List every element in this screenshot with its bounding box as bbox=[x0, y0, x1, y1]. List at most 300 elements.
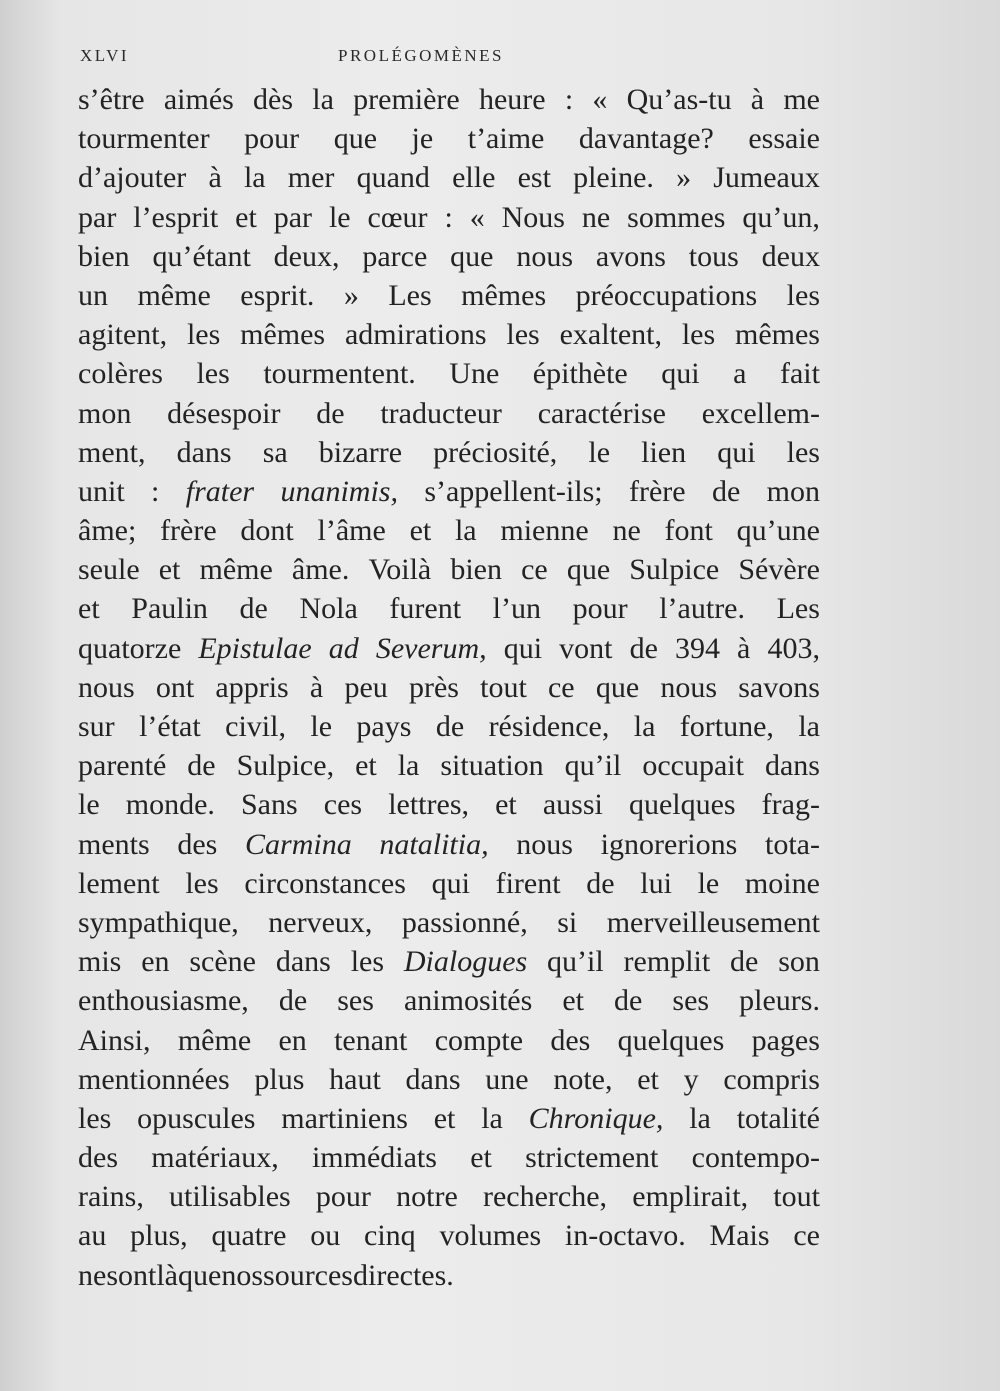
word-text: mis bbox=[78, 945, 122, 979]
word bbox=[562, 981, 584, 1020]
italic-text: Chronique, bbox=[528, 1101, 664, 1135]
word-text: Sévère bbox=[738, 553, 820, 587]
word bbox=[738, 668, 820, 707]
word-text: emplirait, bbox=[632, 1180, 749, 1214]
word bbox=[713, 158, 820, 197]
word bbox=[344, 668, 387, 707]
word-text: frère bbox=[160, 514, 217, 548]
word bbox=[312, 80, 334, 119]
word-text: Sulpice, bbox=[236, 749, 335, 783]
word-text: une bbox=[485, 1062, 529, 1096]
word bbox=[773, 1177, 820, 1216]
word bbox=[254, 1060, 304, 1099]
word-text: Sulpice bbox=[629, 553, 720, 587]
word bbox=[601, 825, 738, 864]
word bbox=[225, 707, 286, 746]
word-text: civil, bbox=[225, 710, 286, 743]
word-text: cinq bbox=[364, 1219, 416, 1253]
word-text: et bbox=[470, 1141, 492, 1175]
text-line bbox=[78, 825, 820, 864]
word-text: ne bbox=[581, 200, 611, 234]
word bbox=[424, 472, 602, 511]
word-text: à bbox=[309, 670, 324, 704]
word bbox=[682, 315, 715, 354]
word-text: je bbox=[411, 122, 434, 156]
word-text: tout bbox=[773, 1180, 820, 1214]
word-text: les bbox=[786, 435, 820, 469]
word-text: à bbox=[750, 83, 765, 116]
word bbox=[274, 237, 340, 276]
word-text: que bbox=[450, 239, 494, 273]
body-paragraph bbox=[78, 80, 820, 1295]
word bbox=[632, 1177, 748, 1216]
word bbox=[550, 1021, 590, 1060]
word-text: et bbox=[433, 1101, 456, 1135]
word bbox=[78, 785, 100, 824]
word-text: a bbox=[733, 357, 747, 391]
word-text: : bbox=[151, 474, 160, 508]
word bbox=[156, 668, 194, 707]
word bbox=[279, 981, 307, 1020]
word bbox=[495, 785, 517, 824]
word-text: tourmenter bbox=[78, 122, 210, 156]
word-text: ses bbox=[672, 984, 710, 1018]
word-text: dès bbox=[253, 83, 294, 116]
word bbox=[618, 1021, 725, 1060]
text-line bbox=[78, 198, 820, 237]
word bbox=[221, 1256, 263, 1295]
word-text: unit bbox=[78, 474, 125, 508]
word-text: aussi bbox=[542, 788, 603, 822]
word bbox=[211, 1216, 286, 1255]
word bbox=[567, 550, 610, 589]
word-text: l’un bbox=[492, 592, 541, 626]
word-text: à bbox=[737, 631, 751, 665]
word bbox=[483, 1177, 607, 1216]
word-text: recherche, bbox=[483, 1180, 608, 1214]
word bbox=[435, 1021, 523, 1060]
text-line bbox=[78, 1099, 820, 1138]
word bbox=[493, 589, 541, 628]
word-text: dans bbox=[176, 435, 232, 469]
text-line bbox=[78, 903, 820, 942]
word-text: deux, bbox=[273, 239, 340, 273]
word-text: ces bbox=[323, 788, 363, 822]
word-text: notre bbox=[396, 1180, 458, 1214]
word bbox=[185, 864, 218, 903]
word-text: lement bbox=[78, 866, 160, 900]
word bbox=[78, 1216, 106, 1255]
word bbox=[737, 629, 750, 668]
word-text: et bbox=[495, 788, 517, 822]
word-text: les bbox=[350, 945, 385, 979]
word-text: animosités bbox=[403, 984, 533, 1018]
word bbox=[592, 80, 607, 119]
word-text: près bbox=[408, 670, 459, 704]
word-text: immédiats bbox=[311, 1141, 437, 1175]
word bbox=[263, 354, 415, 393]
word-text: que bbox=[333, 122, 378, 156]
word-text: s’appellent-ils; bbox=[424, 474, 603, 508]
word bbox=[78, 550, 140, 589]
word bbox=[153, 237, 251, 276]
word bbox=[244, 158, 266, 197]
word bbox=[78, 315, 167, 354]
word bbox=[319, 433, 402, 472]
word bbox=[730, 942, 758, 981]
word-text: l’âme bbox=[317, 514, 386, 548]
word bbox=[186, 472, 254, 511]
word-text: la bbox=[689, 1101, 711, 1135]
word-text: firent bbox=[495, 866, 561, 900]
word bbox=[299, 589, 357, 628]
word bbox=[368, 550, 431, 589]
word bbox=[329, 198, 351, 237]
word bbox=[78, 746, 166, 785]
word bbox=[710, 1216, 770, 1255]
word bbox=[712, 472, 740, 511]
text-line bbox=[78, 1216, 820, 1255]
word bbox=[137, 1099, 255, 1138]
word-text: matériaux, bbox=[151, 1141, 279, 1175]
word-text: de bbox=[316, 396, 345, 430]
word bbox=[676, 158, 691, 197]
word bbox=[586, 864, 614, 903]
word bbox=[634, 707, 656, 746]
word-text: fortune, bbox=[679, 710, 774, 743]
word-text: sa bbox=[262, 435, 288, 469]
italic-text: ad bbox=[328, 631, 359, 665]
word bbox=[310, 1216, 340, 1255]
word-text: nous bbox=[660, 670, 718, 704]
word bbox=[660, 668, 717, 707]
word bbox=[433, 433, 557, 472]
word bbox=[78, 158, 186, 197]
word bbox=[412, 119, 434, 158]
word-text: préciosité, bbox=[433, 435, 558, 469]
word bbox=[733, 354, 746, 393]
word bbox=[78, 1060, 230, 1099]
word bbox=[78, 237, 130, 276]
word bbox=[739, 981, 820, 1020]
text-line bbox=[78, 550, 820, 589]
word-text: pays bbox=[356, 710, 412, 743]
word-text: fait bbox=[779, 357, 820, 391]
word bbox=[738, 550, 820, 589]
word bbox=[659, 589, 745, 628]
word-text: tous bbox=[688, 239, 739, 273]
word-text: merveilleusement bbox=[606, 905, 820, 939]
word-text: au bbox=[78, 1219, 107, 1253]
word-text: s’être bbox=[78, 83, 145, 116]
word-text: bizarre bbox=[318, 435, 403, 469]
word-text: « bbox=[469, 200, 485, 234]
text-line bbox=[78, 472, 820, 511]
word bbox=[504, 629, 542, 668]
word bbox=[641, 433, 686, 472]
word-text: quand bbox=[356, 161, 430, 195]
word-text: Voilà bbox=[368, 553, 432, 587]
word bbox=[334, 119, 377, 158]
italic-text: unanimis, bbox=[280, 474, 398, 508]
word bbox=[436, 707, 464, 746]
word-text: nerveux, bbox=[268, 905, 373, 939]
word bbox=[444, 198, 452, 237]
word-text: le bbox=[310, 710, 333, 743]
word bbox=[78, 1177, 144, 1216]
word-text: son bbox=[778, 945, 820, 979]
word-text: quatorze bbox=[78, 631, 182, 665]
word bbox=[751, 80, 764, 119]
word-text: occupait bbox=[642, 749, 744, 783]
word-text: tenant bbox=[334, 1023, 408, 1057]
word bbox=[450, 237, 493, 276]
word-text: me bbox=[783, 83, 820, 116]
word bbox=[198, 629, 311, 668]
word bbox=[614, 981, 642, 1020]
word-text: colères bbox=[78, 357, 163, 391]
text-line bbox=[78, 276, 820, 315]
text-line bbox=[78, 511, 820, 550]
italic-text: Dialogues bbox=[403, 945, 528, 979]
word-text: Mais bbox=[709, 1219, 770, 1253]
italic-text: natalitia, bbox=[379, 827, 489, 861]
word-text: enthousiasme, bbox=[78, 984, 249, 1018]
word bbox=[78, 198, 116, 237]
word bbox=[344, 276, 359, 315]
word-text: tota- bbox=[765, 827, 820, 861]
word bbox=[126, 785, 215, 824]
word-text: mon bbox=[766, 474, 820, 508]
word bbox=[502, 198, 565, 237]
word-text: Qu’as-tu bbox=[626, 83, 732, 116]
text-line bbox=[78, 433, 820, 472]
word-text: est bbox=[517, 161, 551, 195]
word bbox=[455, 511, 477, 550]
word bbox=[543, 785, 603, 824]
word-text: âme; bbox=[78, 514, 137, 548]
word-text: par bbox=[273, 200, 313, 234]
word bbox=[364, 1216, 416, 1255]
word bbox=[215, 668, 288, 707]
word-text: par bbox=[78, 200, 117, 234]
word bbox=[380, 394, 502, 433]
word bbox=[78, 511, 136, 550]
word bbox=[500, 511, 588, 550]
word-text: » bbox=[343, 278, 359, 312]
word bbox=[130, 1216, 188, 1255]
word bbox=[169, 1177, 291, 1216]
word bbox=[404, 981, 532, 1020]
word-text: passionné, bbox=[401, 905, 528, 939]
word bbox=[665, 511, 713, 550]
word bbox=[752, 1021, 820, 1060]
word bbox=[748, 119, 820, 158]
word bbox=[177, 433, 232, 472]
word-text: frag- bbox=[761, 788, 820, 822]
word bbox=[78, 1138, 118, 1177]
word-text: que bbox=[566, 553, 611, 587]
word-text: mêmes bbox=[735, 318, 820, 352]
word bbox=[78, 825, 150, 864]
word-text: et bbox=[158, 553, 181, 587]
word bbox=[404, 942, 527, 981]
word bbox=[449, 354, 499, 393]
word-text: mêmes bbox=[240, 318, 326, 352]
word bbox=[737, 511, 820, 550]
word bbox=[208, 158, 221, 197]
word-text: des bbox=[177, 827, 218, 861]
word bbox=[240, 511, 293, 550]
word-text: lien bbox=[641, 435, 687, 469]
text-line bbox=[78, 707, 820, 746]
word-text: Nous bbox=[501, 200, 565, 234]
word-text: et bbox=[355, 749, 377, 783]
word-text: peu bbox=[344, 670, 388, 704]
word-text: désespoir bbox=[167, 396, 281, 430]
word-text: nous bbox=[516, 239, 574, 273]
word bbox=[281, 1099, 408, 1138]
word bbox=[78, 276, 108, 315]
word bbox=[783, 80, 820, 119]
text-line bbox=[78, 1138, 820, 1177]
word-text: même bbox=[137, 278, 211, 312]
word-text: heure bbox=[478, 83, 546, 116]
word-text: nous bbox=[78, 670, 135, 704]
word bbox=[141, 942, 169, 981]
word bbox=[139, 707, 201, 746]
word-text: là bbox=[156, 1258, 178, 1292]
word-text: : bbox=[564, 83, 574, 116]
word bbox=[689, 237, 739, 276]
italic-text: Epistulae bbox=[198, 631, 312, 665]
word-text: traducteur bbox=[380, 396, 502, 430]
word bbox=[434, 1099, 456, 1138]
word-text: note, bbox=[553, 1062, 613, 1096]
word-text: cœur bbox=[367, 200, 428, 234]
word bbox=[723, 1060, 820, 1099]
text-line bbox=[78, 354, 820, 393]
word-text: t’aime bbox=[467, 122, 545, 156]
word-text: mentionnées bbox=[78, 1062, 230, 1096]
word-text: : bbox=[444, 200, 453, 234]
word bbox=[661, 354, 699, 393]
text-line bbox=[78, 864, 820, 903]
text-line bbox=[78, 942, 820, 981]
word-text: de bbox=[614, 984, 643, 1018]
word bbox=[479, 80, 546, 119]
word bbox=[187, 746, 215, 785]
word-text: agitent, bbox=[78, 318, 168, 352]
word-text: pour bbox=[244, 122, 300, 156]
word bbox=[596, 237, 666, 276]
word-text: en bbox=[141, 945, 170, 979]
word-text: Sans bbox=[241, 788, 298, 822]
word-text: la bbox=[633, 710, 656, 743]
word bbox=[410, 511, 432, 550]
word bbox=[263, 1256, 353, 1295]
word bbox=[525, 1138, 658, 1177]
word bbox=[357, 158, 430, 197]
word bbox=[78, 707, 115, 746]
word bbox=[496, 864, 561, 903]
word bbox=[280, 472, 398, 511]
word bbox=[737, 1099, 820, 1138]
word bbox=[274, 198, 312, 237]
word-text: Paulin bbox=[131, 592, 208, 626]
word bbox=[310, 707, 332, 746]
word-text: volumes bbox=[439, 1219, 542, 1253]
word-text: les bbox=[506, 318, 540, 352]
word-text: sympathique, bbox=[78, 905, 239, 939]
word bbox=[521, 550, 548, 589]
word bbox=[156, 1256, 178, 1295]
word bbox=[596, 668, 639, 707]
word bbox=[461, 276, 546, 315]
word bbox=[189, 942, 256, 981]
word-text: ment, bbox=[78, 435, 146, 469]
word-text: qui bbox=[717, 435, 756, 469]
word bbox=[388, 276, 431, 315]
word-text: utilisables bbox=[169, 1180, 291, 1214]
word bbox=[353, 80, 460, 119]
word bbox=[565, 1216, 686, 1255]
word bbox=[78, 433, 146, 472]
word-text: si bbox=[557, 905, 578, 939]
text-line bbox=[78, 394, 820, 433]
word bbox=[624, 942, 711, 981]
word bbox=[717, 433, 755, 472]
word-text: davantage? bbox=[578, 122, 714, 156]
word-text: la bbox=[454, 514, 477, 548]
word bbox=[316, 1177, 371, 1216]
word bbox=[276, 942, 331, 981]
word bbox=[263, 433, 288, 472]
word-text: dans bbox=[275, 945, 331, 979]
word bbox=[196, 354, 229, 393]
word-text: ne bbox=[612, 514, 641, 548]
word bbox=[78, 629, 181, 668]
word-text: la bbox=[798, 710, 820, 743]
word bbox=[627, 80, 732, 119]
word bbox=[329, 1060, 381, 1099]
word-text: et bbox=[78, 592, 100, 626]
text-line bbox=[78, 1177, 820, 1216]
text-line bbox=[78, 668, 820, 707]
word-text: ments bbox=[78, 827, 150, 861]
word-text: qu’un, bbox=[742, 200, 820, 234]
word bbox=[573, 589, 628, 628]
word bbox=[78, 864, 160, 903]
word-text: Ainsi, bbox=[78, 1023, 151, 1057]
word-text: strictement bbox=[525, 1141, 659, 1175]
word-text: tout bbox=[480, 670, 527, 704]
word bbox=[151, 472, 159, 511]
word-text: plus, bbox=[130, 1219, 188, 1253]
word-text: quelques bbox=[617, 1023, 725, 1057]
word-text: avons bbox=[595, 239, 666, 273]
word-text: le bbox=[588, 435, 611, 469]
text-line bbox=[78, 237, 820, 276]
word bbox=[389, 589, 461, 628]
text-line bbox=[78, 746, 820, 785]
word bbox=[268, 903, 372, 942]
word-text: vont bbox=[559, 631, 613, 665]
text-line bbox=[78, 1060, 820, 1099]
word bbox=[159, 550, 181, 589]
word-text: bien bbox=[78, 239, 130, 273]
word-text: deux bbox=[761, 239, 820, 273]
